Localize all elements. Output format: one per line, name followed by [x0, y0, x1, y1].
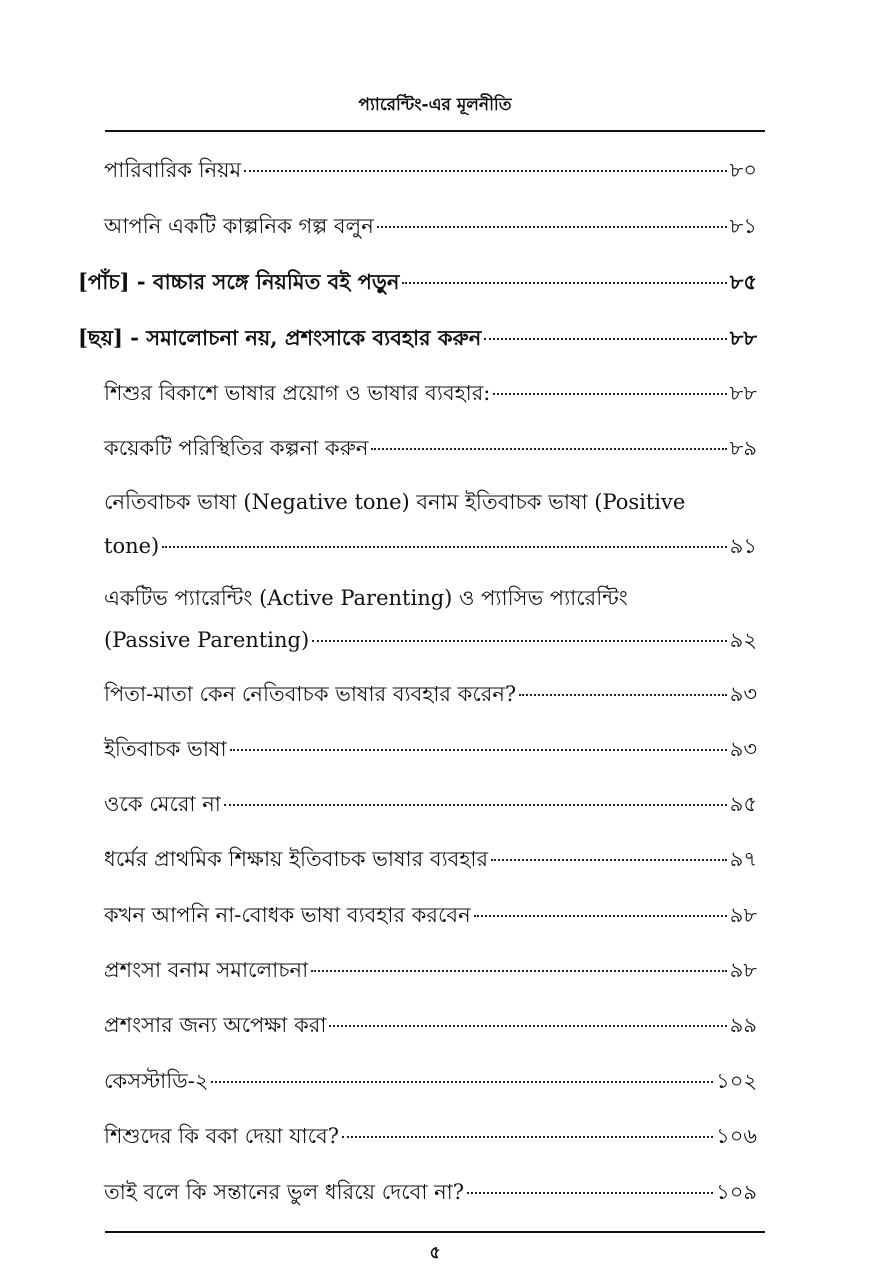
page-number: ৫	[429, 1243, 441, 1263]
toc-entry	[104, 1010, 757, 1040]
toc-entry-page: ৯৮	[729, 958, 757, 982]
toc-entry-page: ৮০	[729, 158, 757, 182]
toc-entry	[104, 900, 757, 930]
dot-leader	[371, 448, 726, 450]
dot-leader	[230, 749, 727, 751]
toc-entry	[104, 211, 757, 241]
toc-chapter-entry	[78, 267, 757, 297]
toc-entry	[104, 1121, 757, 1151]
dot-leader	[402, 282, 726, 284]
toc-entry	[104, 955, 757, 985]
toc-entry-page: ৯৭	[729, 847, 757, 871]
dot-leader	[329, 1025, 726, 1027]
dot-leader	[211, 1081, 713, 1083]
toc-entry-page: ৯৯	[729, 1013, 757, 1037]
toc-entry-page: ৮৮	[729, 381, 757, 405]
toc-entry-page: ৯৩	[729, 682, 757, 706]
toc-chapter-entry	[78, 323, 757, 353]
toc-entry-page: ৯৫	[729, 792, 757, 816]
toc-entry	[104, 1066, 757, 1096]
dot-leader	[491, 859, 727, 861]
toc-entry-page: ১০৬	[716, 1124, 757, 1148]
dot-leader	[312, 640, 727, 642]
toc-entry	[104, 679, 757, 709]
toc-entry	[104, 625, 757, 655]
toc-entry-page: ৯১	[729, 534, 757, 558]
toc-entry-page: ১০৯	[716, 1180, 757, 1204]
toc-entry-title-line2: tone)	[104, 534, 160, 558]
toc-entry-title: ধর্মের প্রাথমিক শিক্ষায় ইতিবাচক ভাষার ব্যবহার	[104, 847, 489, 871]
dot-leader	[467, 1192, 713, 1194]
toc-entry	[104, 844, 757, 874]
toc-entry-title: কখন আপনি না-বোধক ভাষা ব্যবহার করবেন	[104, 903, 471, 927]
dot-leader	[519, 694, 727, 696]
dot-leader	[311, 970, 727, 972]
toc-entry-title-line1: নেতিবাচক ভাষা (Negative tone) বনাম ইতিবাচক ভাষা (Positive	[104, 490, 686, 514]
toc-entry-title: ওকে মেরো না	[104, 792, 221, 816]
footer-rule	[105, 1231, 765, 1233]
toc-entry-title: তাই বলে কি সন্তানের ভুল ধরিয়ে দেবো না?	[104, 1180, 465, 1204]
toc-entry-title: ইতিবাচক ভাষা	[104, 737, 227, 761]
toc-entry	[104, 155, 757, 185]
toc-entry-title: প্রশংসার জন্য অপেক্ষা করা	[104, 1013, 327, 1037]
toc-entry-page: ১০২	[716, 1069, 757, 1093]
dot-leader	[493, 393, 726, 395]
toc-entry-page: ৯৩	[729, 737, 757, 761]
toc-entry	[104, 789, 757, 819]
toc-entry-title: পিতা-মাতা কেন নেতিবাচক ভাষার ব্যবহার করেন?	[104, 682, 517, 706]
dot-leader	[244, 170, 727, 172]
running-header: প্যারেন্টিং-এর মূলনীতি	[358, 95, 512, 115]
dot-leader	[484, 338, 727, 340]
toc-entry-title-line1: একটিভ প্যারেন্টিং (Active Parenting) ও প্যাসিভ প্যারেন্টিং	[104, 586, 628, 610]
toc-entry-title-line2: (Passive Parenting)	[104, 628, 310, 652]
dot-leader	[342, 1136, 713, 1138]
toc-entry-title: শিশুর বিকাশে ভাষার প্রয়োগ ও ভাষার ব্যবহার:	[104, 381, 491, 405]
toc-entry	[104, 531, 757, 561]
toc-entry-title: [পাঁচ] - বাচ্চার সঙ্গে নিয়মিত বই পড়ুন	[78, 269, 400, 294]
toc-entry-title: পারিবারিক নিয়ম	[104, 158, 242, 182]
dot-leader	[377, 226, 727, 228]
toc-entry	[104, 433, 757, 463]
toc-entry-page: ৮৫	[729, 269, 757, 294]
toc-entry-title: প্রশংসা বনাম সমালোচনা	[104, 958, 309, 982]
header-rule	[105, 130, 765, 132]
toc-entry-title: আপনি একটি কাল্পনিক গল্প বলুন	[104, 214, 374, 238]
dot-leader	[162, 546, 727, 548]
toc-entry	[104, 378, 757, 408]
toc-entry	[104, 734, 757, 764]
toc-entry-page: ৮১	[729, 214, 757, 238]
toc-entry	[104, 1177, 757, 1207]
toc-entry-title: শিশুদের কি বকা দেয়া যাবে?	[104, 1124, 339, 1148]
toc-entry-title: [ছয়] - সমালোচনা নয়, প্রশংসাকে ব্যবহার করুন	[78, 325, 482, 350]
toc-entry-title: কয়েকটি পরিস্থিতির কল্পনা করুন	[104, 436, 369, 460]
toc-entry-page: ৮৮	[729, 325, 757, 350]
toc-entry-title: কেসস্টাডি-২	[104, 1069, 209, 1093]
toc-entry-page: ৯৮	[729, 903, 757, 927]
dot-leader	[224, 804, 727, 806]
toc-entry-page: ৯২	[729, 628, 757, 652]
dot-leader	[474, 915, 727, 917]
toc-entry-page: ৮৯	[729, 436, 757, 460]
